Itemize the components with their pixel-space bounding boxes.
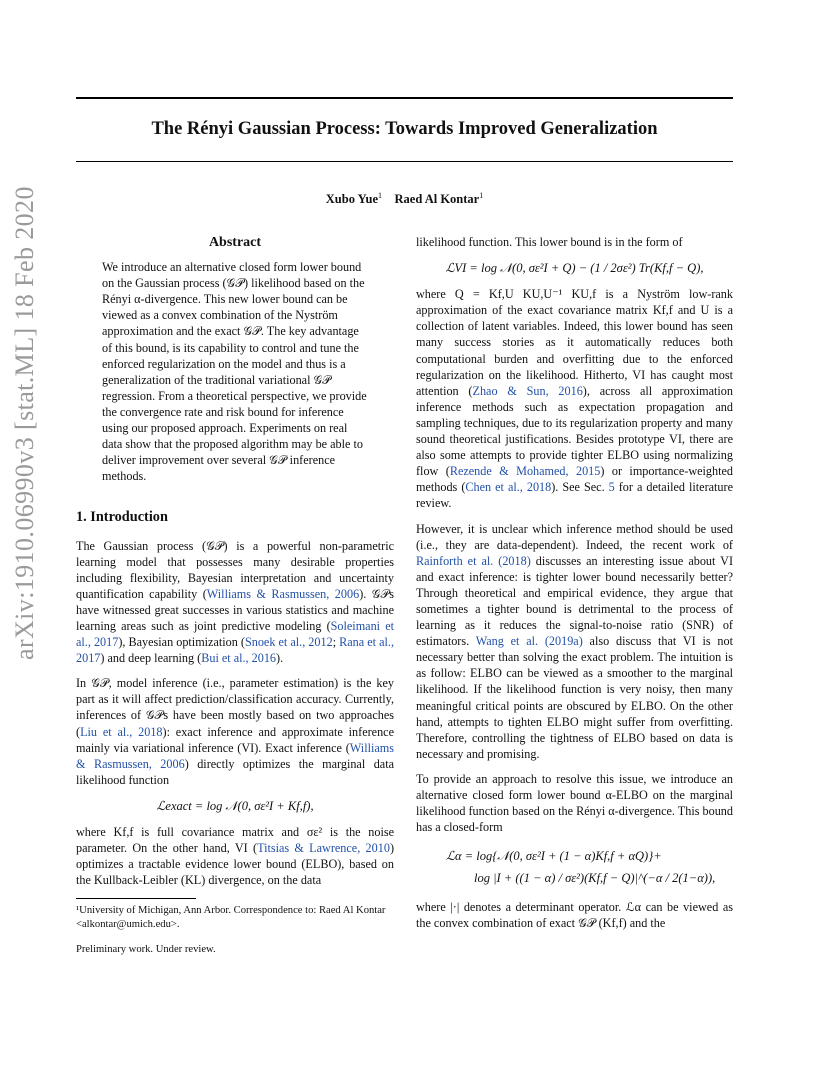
paragraph: where |·| denotes a determinant operator. ℒα can be viewed as the convex combination of exact 𝒢𝒫 (Kf,f) and the xyxy=(416,900,733,931)
text-run: ; xyxy=(332,635,340,650)
affiliation-mark: 1 xyxy=(479,191,484,200)
footnote-rule xyxy=(76,898,196,899)
text-run: ): exact inference and approximate inference mainly via variational inference (VI). Exact inference ( xyxy=(76,724,394,755)
citation-link[interactable]: Snoek et al., 2012 xyxy=(244,635,333,650)
text-run: ) directly optimizes the marginal data likelihood function xyxy=(76,756,394,787)
paragraph: To provide an approach to resolve this issue, we introduce an alternative closed form lower bound α-ELBO on the marginal likelihood function based on the Rényi α-divergence. This bound has a closed-form xyxy=(416,771,733,835)
text-run: also discuss that VI is not necessary better than solving the exact problem. The intuition is as follow: ELBO can be viewed as a smoother to the marginal likelihood. If the likelihood function is very noisy, then many meaningful critical points are obscured by ELBO. On the other hand, attempts to tighten ELBO might suffer from overfitting. Therefore, controlling the tightness of ELBO based on data is necessary and promising. xyxy=(416,634,733,761)
preliminary-note: Preliminary work. Under review. xyxy=(76,944,216,956)
text-run: ), across all approximation inference methods such as expectation propagation and sampling techniques, due to its regularization property and many sound theoretical justifications. Besides prototype VI, there are also some attempts to provide tighter ELBO using normalizing flow ( xyxy=(416,383,733,479)
author-name: Xubo Yue xyxy=(325,192,378,207)
title-bottom-rule xyxy=(76,161,733,162)
equation-alpha-line: ℒα = log{𝒩(0, σε²I + (1 − α)Kf,f + αQ)}+ xyxy=(446,849,662,864)
paragraph xyxy=(76,824,394,888)
equation-alpha-line: log |I + ((1 − α) / σε²)(Kf,f − Q)|^(−α / 2(1−α)), xyxy=(474,871,716,886)
text-run: discusses an interesting issue about VI and exact inference: is tighter lower bound necessarily better? Through theoretical and empirical evidence, they argue that sometimes a tighter bound is detrimental to the process of learning as it reduces the signal-to-noise ratio (SNR) of estimators. xyxy=(416,553,734,649)
equation-alpha xyxy=(446,845,733,889)
affiliation-mark: 1 xyxy=(378,191,382,200)
text-run: for a detailed literature review. xyxy=(416,480,733,511)
right-column xyxy=(416,234,733,940)
text-run: ). xyxy=(276,651,284,666)
paper-title: The Rényi Gaussian Process: Towards Improved Generalization xyxy=(151,119,658,139)
text-run: ) optimizes a tractable evidence lower bound (ELBO), based on the Kullback-Leibler (KL) divergence, on the data xyxy=(76,841,394,888)
citation-link[interactable]: Bui et al., 2016 xyxy=(201,651,277,666)
footnote: ¹University of Michigan, Ann Arbor. Correspondence to: Raed Al Kontar <alkontar@umich.edu>. xyxy=(76,905,386,930)
text-run: where Kf,f is full covariance matrix and σε² is the noise parameter. On the other hand, VI ( xyxy=(76,825,394,856)
citation-link[interactable]: Wang et al. (2019a) xyxy=(475,634,583,649)
author-list xyxy=(76,191,733,207)
equation-vi: ℒVI = log 𝒩(0, σε²I + Q) − (1 / 2σε²) Tr(Kf,f − Q), xyxy=(445,261,704,276)
paragraph xyxy=(76,675,394,788)
section-link[interactable]: 5 xyxy=(608,480,615,495)
paragraph xyxy=(416,286,733,511)
citation-link[interactable]: Williams & Rasmussen, 2006 xyxy=(206,586,360,601)
abstract-heading: Abstract xyxy=(208,235,262,250)
section-heading: 1. Introduction xyxy=(76,509,168,526)
text-run: The Gaussian process (𝒢𝒫) is a powerful non-parametric learning model that possesses many desirable properties including flexibility, Bayesian interpretation and uncertainty quantification capability ( xyxy=(76,538,394,601)
author-name: Raed Al Kontar xyxy=(394,192,480,207)
left-column xyxy=(76,234,394,957)
equation-exact: ℒexact = log 𝒩(0, σε²I + Kf,f), xyxy=(156,798,314,813)
paragraph: likelihood function. This lower bound is in the form of xyxy=(416,235,683,249)
citation-link[interactable]: Titsias & Lawrence, 2010 xyxy=(257,841,390,856)
paragraph xyxy=(416,521,733,762)
citation-link[interactable]: Liu et al., 2018 xyxy=(80,724,163,739)
citation-link[interactable]: Williams & Rasmussen, 2006 xyxy=(76,740,394,771)
citation-link[interactable]: Zhao & Sun, 2016 xyxy=(472,383,583,398)
arxiv-stamp: arXiv:1910.06990v3 [stat.ML] 18 Feb 2020 xyxy=(10,186,39,660)
text-run: In 𝒢𝒫, model inference (i.e., parameter estimation) is the key part as it will affect prediction/classification accuracy. Currently, inferences of 𝒢𝒫s have been mostly based on two approaches ( xyxy=(76,676,394,739)
text-run: ). 𝒢𝒫s have witnessed great successes in various statistics and machine learning areas such as joint predictive modeling ( xyxy=(76,586,394,633)
text-run: ). See Sec. xyxy=(551,480,609,495)
text-run: However, it is unclear which inference method should be used (i.e., they are data-dependent). Indeed, the recent work of xyxy=(416,521,733,552)
title-top-rule xyxy=(76,97,733,99)
paragraph xyxy=(76,538,394,667)
text-run: ) and deep learning ( xyxy=(100,651,202,666)
abstract-text: We introduce an alternative closed form lower bound on the Gaussian process (𝒢𝒫) likelihood based on the Rényi α-divergence. This new lower bound can be viewed as a convex combination of the Nyström approximation and the exact 𝒢𝒫. The key advantage of this bound, is its capability to control and tune the enforced regularization on the model and thus is a generalization of the traditional variational 𝒢𝒫 regression. From a theoretical perspective, we provide the convergence rate and risk bound for inference using our proposed approach. Experiments on real data show that the proposed algorithm may be able to deliver improvement over several 𝒢𝒫 inference methods. xyxy=(102,260,367,484)
text-run: ) or importance-weighted methods ( xyxy=(416,464,733,495)
citation-link[interactable]: Rana et al., 2017 xyxy=(76,635,394,666)
text-run: ), Bayesian optimization ( xyxy=(118,635,245,650)
citation-link[interactable]: Rezende & Mohamed, 2015 xyxy=(449,464,601,479)
citation-link[interactable]: Chen et al., 2018 xyxy=(465,480,552,495)
citation-link[interactable]: Rainforth et al. (2018) xyxy=(416,553,531,568)
text-run: where Q = Kf,U KU,U⁻¹ KU,f is a Nyström low-rank approximation of the exact covariance matrix Kf,f and U is a collection of latent variables. Indeed, this lower bound has seen many success stories as it automatically reduces both computational burden and overfitting due to the enforced regularization on the likelihood. Hitherto, VI has caught most attention ( xyxy=(416,287,733,398)
citation-link[interactable]: Soleimani et al., 2017 xyxy=(76,618,395,650)
